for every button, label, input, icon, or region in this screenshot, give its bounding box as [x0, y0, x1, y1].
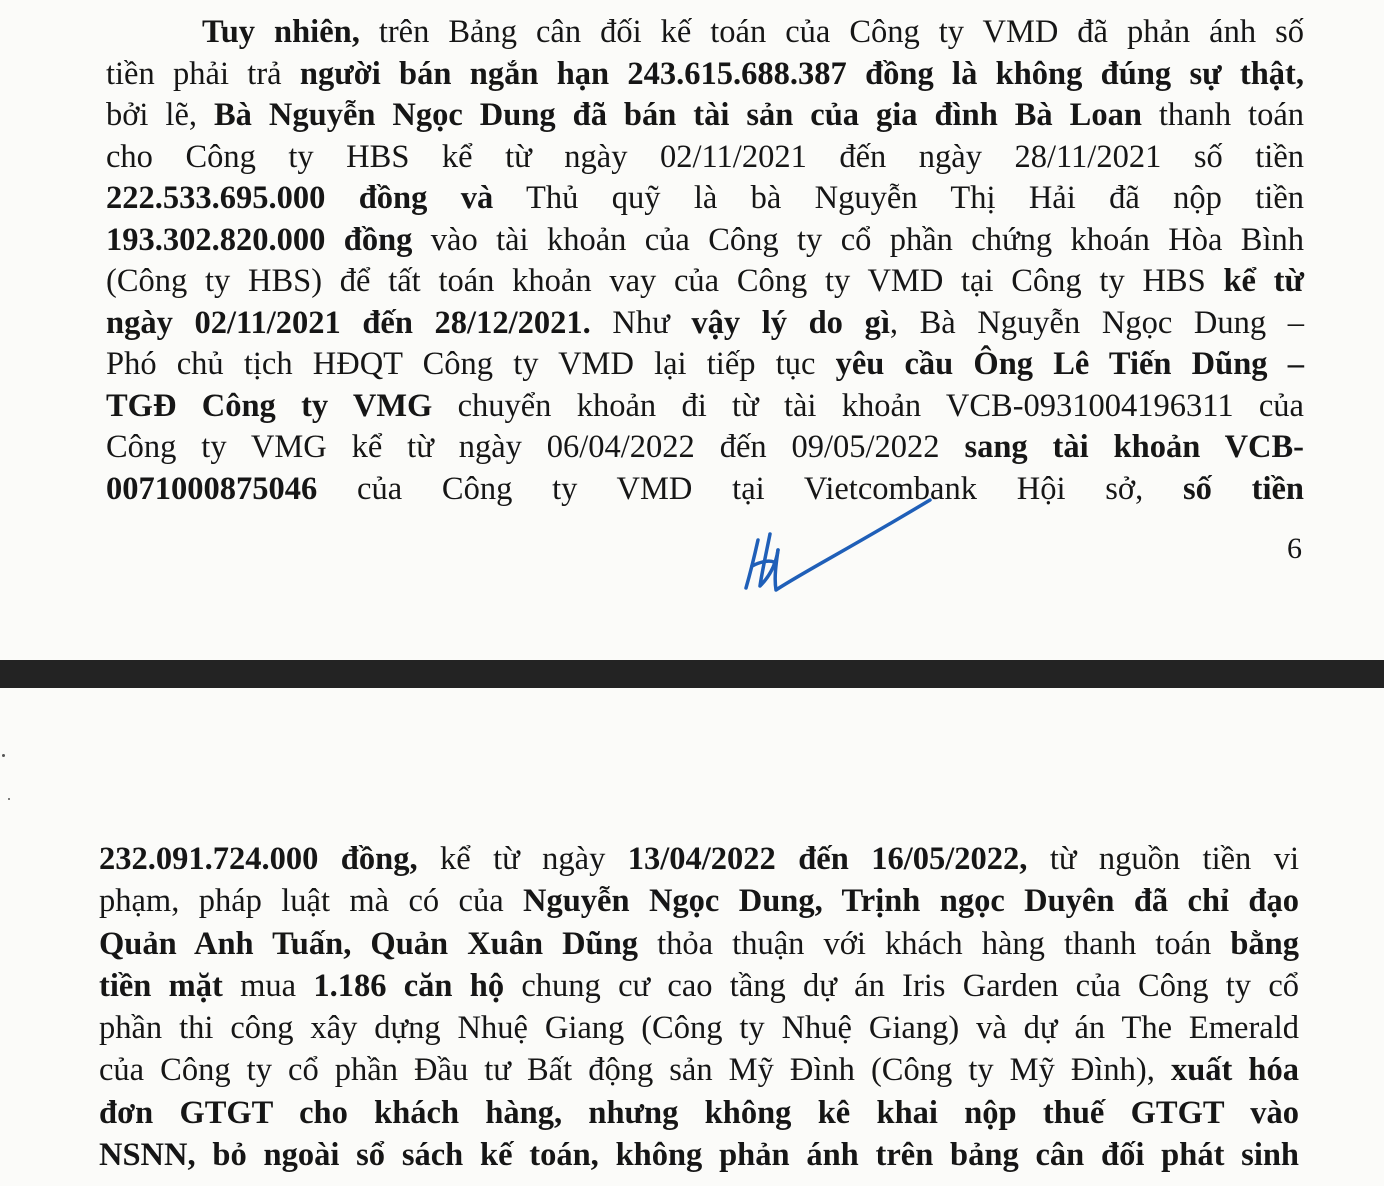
bold-text-run: sang tài khoản VCB-: [964, 429, 1305, 465]
text-line: [99, 880, 1299, 922]
text-run: của Công ty cổ phần Đầu tư Bất động sản Mỹ Đình (Công ty Mỹ Đình),: [99, 1052, 1171, 1089]
bold-text-run: 0071000875046: [106, 470, 318, 507]
page-number: 6: [1287, 532, 1302, 565]
text-run: Thủ quỹ là bà Nguyễn Thị Hải đã nộp tiền: [493, 180, 1304, 216]
text-run: chung cư cao tầng dự án Iris Garden của Công ty cổ: [504, 967, 1299, 1004]
bold-text-run: 13/04/2022 đến 16/05/2022,: [627, 841, 1028, 877]
bold-text-run: kể từ: [1223, 263, 1305, 299]
paragraph-bottom: [99, 838, 1299, 1176]
text-run: Như: [590, 304, 692, 341]
bold-text-run: xuất hóa: [1170, 1052, 1299, 1089]
text-run: cho Công ty HBS kể từ ngày 02/11/2021 đến ngày 28/11/2021 số tiền: [106, 138, 1304, 175]
text-run: , Bà Nguyễn Ngọc Dung –: [889, 304, 1304, 341]
handwritten-signature: [730, 490, 970, 600]
text-run: từ nguồn tiền vi: [1027, 841, 1299, 877]
bold-text-run: NSNN, bỏ ngoài sổ sách kế toán, không phản ánh trên bảng cân đối phát sinh: [99, 1137, 1299, 1174]
text-line: [106, 12, 1304, 54]
text-run: kể từ ngày: [417, 841, 628, 877]
text-run: Phó chủ tịch HĐQT Công ty VMD lại tiếp tục: [106, 346, 836, 382]
text-run: trên Bảng cân đối kế toán của Công ty VMD đã phản ánh số: [359, 14, 1304, 50]
text-line: [106, 344, 1304, 386]
bold-text-run: số tiền: [1182, 470, 1305, 507]
bold-text-run: Bà Nguyễn Ngọc Dung đã bán tài sản của gia đình Bà Loan: [214, 97, 1142, 133]
text-line: [106, 220, 1304, 262]
bold-text-run: 222.533.695.000 đồng và: [106, 180, 494, 216]
text-line: [99, 923, 1299, 965]
text-line: [106, 386, 1304, 428]
scan-speck: [2, 754, 5, 757]
text-line: [106, 261, 1304, 303]
bold-text-run: bằng: [1230, 925, 1299, 962]
text-run: bởi lẽ,: [106, 97, 214, 133]
bold-text-run: tiền mặt: [99, 967, 223, 1004]
bold-text-run: 232.091.724.000 đồng,: [99, 841, 418, 877]
bold-text-run: yêu cầu Ông Lê Tiến Dũng –: [835, 346, 1304, 382]
text-line: [99, 1007, 1299, 1049]
bold-text-run: đơn GTGT cho khách hàng, nhưng không kê khai nộp thuế GTGT vào: [99, 1094, 1299, 1131]
text-line: [106, 54, 1304, 96]
bold-text-run: 193.302.820.000 đồng: [106, 221, 413, 258]
bold-text-run: người bán ngắn hạn 243.615.688.387 đồng là không đúng sự thật,: [299, 55, 1304, 92]
text-line: [106, 95, 1304, 137]
text-run: chuyển khoản đi từ tài khoản VCB-0931004196311 của: [432, 387, 1304, 424]
text-run: mua: [222, 967, 314, 1004]
text-line: [106, 178, 1304, 220]
text-line: [106, 469, 1304, 511]
bold-text-run: Tuy nhiên,: [202, 14, 360, 50]
text-line: [106, 303, 1304, 345]
text-run: thanh toán: [1141, 97, 1304, 133]
text-run: vào tài khoản của Công ty cổ phần chứng khoán Hòa Bình: [412, 221, 1304, 258]
bold-text-run: TGĐ Công ty VMG: [106, 387, 433, 424]
text-line: [106, 137, 1304, 179]
page-separator-bar: [0, 660, 1384, 688]
bold-text-run: Nguyễn Ngọc Dung, Trịnh ngọc Duyên đã chỉ đạo: [523, 883, 1300, 920]
bold-text-run: Quản Anh Tuấn, Quản Xuân Dũng: [99, 925, 639, 962]
text-run: tiền phải trả: [106, 55, 300, 92]
text-run: thỏa thuận với khách hàng thanh toán: [638, 925, 1231, 962]
text-line: [99, 838, 1299, 880]
text-line: [99, 1049, 1299, 1091]
text-run: phạm, pháp luật mà có của: [99, 883, 524, 920]
text-line: [99, 965, 1299, 1007]
text-run: phần thi công xây dựng Nhuệ Giang (Công ty Nhuệ Giang) và dự án The Emerald: [99, 1010, 1299, 1047]
text-run: của Công ty VMD tại Vietcombank Hội sở,: [317, 470, 1183, 507]
bold-text-run: 1.186 căn hộ: [313, 967, 505, 1004]
text-run: (Công ty HBS) để tất toán khoản vay của Công ty VMD tại Công ty HBS: [106, 263, 1224, 299]
scan-speck: [8, 798, 10, 800]
bold-text-run: ngày 02/11/2021 đến 28/12/2021.: [106, 304, 591, 341]
bold-text-run: vậy lý do gì: [691, 304, 890, 341]
text-line: [99, 1092, 1299, 1134]
paragraph-top: [106, 12, 1304, 510]
text-run: Công ty VMG kể từ ngày 06/04/2022 đến 09/05/2022: [106, 429, 965, 465]
text-line: [106, 427, 1304, 469]
text-line: [99, 1134, 1299, 1176]
